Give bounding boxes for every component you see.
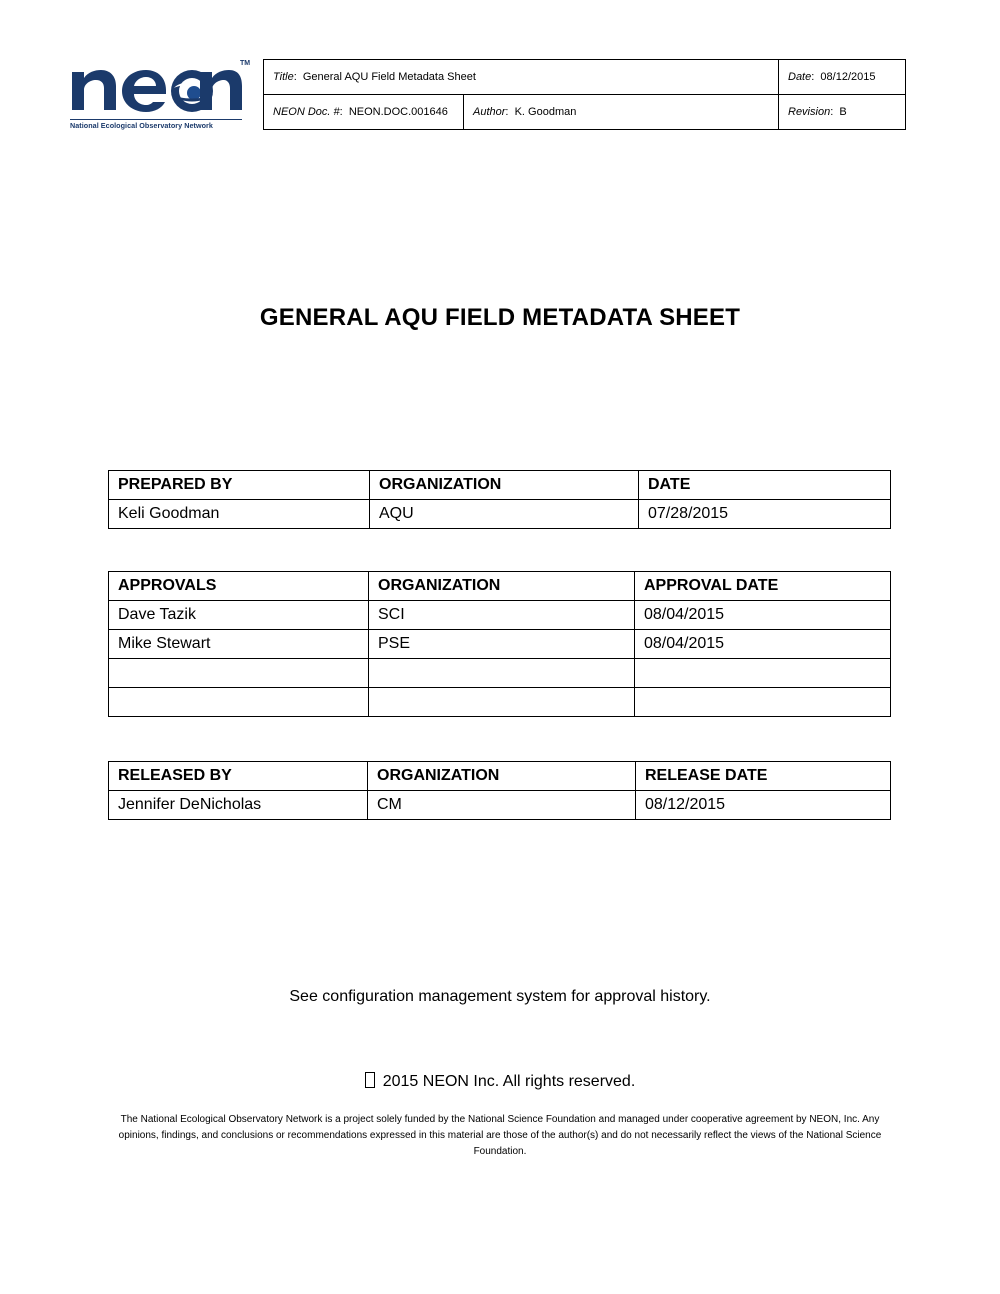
- organization-header: ORGANIZATION: [369, 572, 635, 601]
- approval-date-header: APPROVAL DATE: [635, 572, 891, 601]
- title-label: Title: [273, 71, 294, 83]
- date-label: Date: [788, 71, 812, 83]
- approver-organization: SCI: [369, 601, 635, 630]
- title-value: General AQU Field Metadata Sheet: [302, 71, 476, 83]
- table-header-row: [109, 471, 891, 500]
- table-row: [109, 500, 891, 529]
- release-date-header: RELEASE DATE: [636, 762, 891, 791]
- organization-header: ORGANIZATION: [368, 762, 636, 791]
- released-by-header: RELEASED BY: [109, 762, 368, 791]
- doc-number-value: NEON.DOC.001646: [348, 106, 448, 118]
- preparer-name: Keli Goodman: [109, 500, 370, 529]
- revision-value: B: [839, 106, 847, 118]
- approver-name: Mike Stewart: [109, 630, 369, 659]
- releaser-name: Jennifer DeNicholas: [109, 791, 368, 820]
- approver-name: [109, 688, 369, 717]
- author-value: K. Goodman: [514, 106, 577, 118]
- author-label: Author: [473, 106, 506, 118]
- approver-organization: [369, 659, 635, 688]
- header-revision-cell: Revision: B: [779, 95, 906, 130]
- approvals-header: APPROVALS: [109, 572, 369, 601]
- organization-header: ORGANIZATION: [370, 471, 639, 500]
- approver-name: [109, 659, 369, 688]
- table-header-row: [109, 572, 891, 601]
- preparer-organization: AQU: [370, 500, 639, 529]
- prepared-by-table: [108, 470, 891, 529]
- approval-history-note: See configuration management system for approval history.: [289, 988, 711, 1005]
- released-by-table: [108, 761, 891, 820]
- approver-organization: [369, 688, 635, 717]
- prepared-date: 07/28/2015: [639, 500, 891, 529]
- neon-wordmark-icon: [68, 58, 243, 116]
- document-title: GENERAL AQU FIELD METADATA SHEET: [259, 304, 741, 331]
- header-author-cell: Author: K. Goodman: [464, 95, 779, 130]
- approval-date: [635, 659, 891, 688]
- copyright-line: [0, 1072, 1000, 1091]
- header-title-cell: Title: General AQU Field Metadata Sheet: [264, 60, 779, 95]
- approval-date: [635, 688, 891, 717]
- table-header-row: [109, 762, 891, 791]
- logo-tagline: National Ecological Observatory Network: [70, 119, 242, 130]
- funding-disclaimer: The National Ecological Observatory Network is a project solely funded by the National Science Foundation and managed under cooperative agreement by NEON, Inc. Any opinions, findings, and conclusions or recommendations expressed in this material are those of the author(s) and do not necessarily reflect the views of the National Science Foundation.: [118, 1114, 882, 1157]
- neon-logo: [68, 58, 251, 134]
- doc-number-label: NEON Doc. #: [273, 106, 340, 118]
- table-row: [109, 791, 891, 820]
- releaser-organization: CM: [368, 791, 636, 820]
- approver-organization: PSE: [369, 630, 635, 659]
- trademark-mark: TM: [240, 60, 251, 67]
- release-date: 08/12/2015: [636, 791, 891, 820]
- table-row: [109, 688, 891, 717]
- table-row: [109, 659, 891, 688]
- revision-label: Revision: [788, 106, 831, 118]
- approver-name: Dave Tazik: [109, 601, 369, 630]
- header-doc-cell: NEON Doc. #: NEON.DOC.001646: [264, 95, 464, 130]
- table-row: [109, 601, 891, 630]
- approval-date: 08/04/2015: [635, 601, 891, 630]
- header-date-cell: Date: 08/12/2015: [779, 60, 906, 95]
- document-header-table: [263, 59, 906, 130]
- copyright-symbol-icon: [365, 1072, 375, 1088]
- copyright-text: 2015 NEON Inc. All rights reserved.: [382, 1073, 636, 1090]
- approvals-table: [108, 571, 891, 717]
- date-value: 08/12/2015: [820, 71, 876, 83]
- date-header: DATE: [639, 471, 891, 500]
- approval-date: 08/04/2015: [635, 630, 891, 659]
- table-row: [109, 630, 891, 659]
- prepared-by-header: PREPARED BY: [109, 471, 370, 500]
